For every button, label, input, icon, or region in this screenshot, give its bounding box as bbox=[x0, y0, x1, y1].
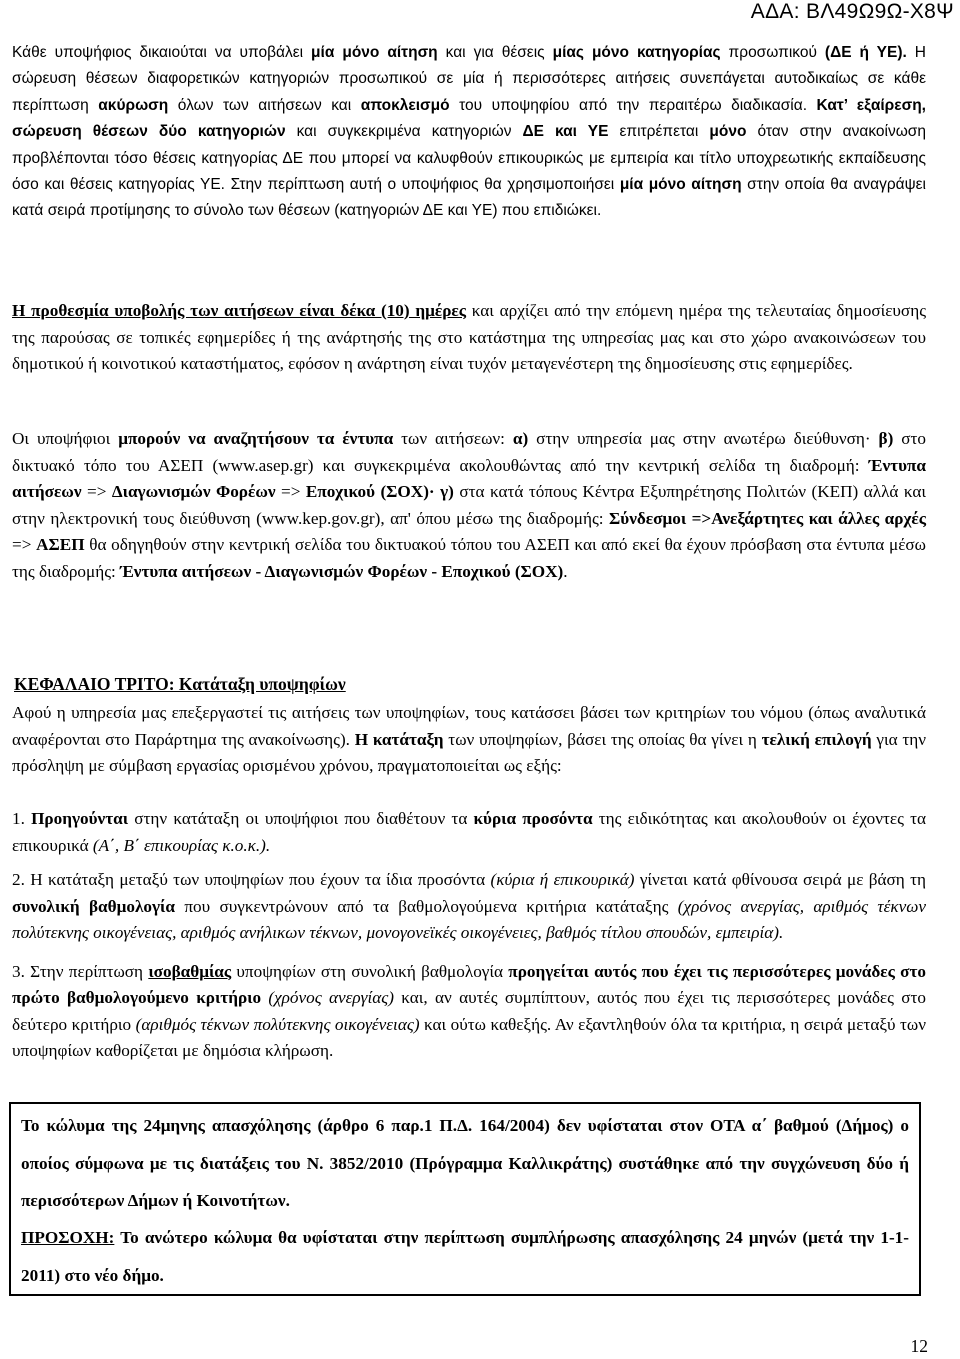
ada-code: ΑΔΑ: ΒΛ49Ω9Ω-Χ8Ψ bbox=[750, 0, 954, 23]
paragraph-deadline: Η προθεσμία υποβολής των αιτήσεων είναι δέκα (10) ημέρες και αρχίζει από την επόμενη ημέρα της τελευταίας δημοσίευσης της παρούσας σε τοπικές εφημερίδες ή της ανάρτησής της στο κατάστημα της υπηρεσίας μας και στο χώρο ανακοινώσεων του δημοτικού ή κοινοτικού καταστήματος, εφόσον η ανάρτηση είναι τυχόν μεταγενέστερη της δημοσίευσης στις εφημερίδες. bbox=[12, 301, 926, 373]
page-number: 12 bbox=[910, 1336, 928, 1356]
chapter-heading: ΚΕΦΑΛΑΙΟ ΤΡΙΤΟ: Κατάταξη υποψηφίων bbox=[14, 674, 346, 694]
ranking-list bbox=[12, 806, 926, 1065]
attention-paragraph: ΠΡΟΣΟΧΗ: Το ανώτερο κώλυμα θα υφίσταται στην περίπτωση συμπλήρωσης απασχόλησης 24 μηνών (μετά την 1-1-2011) στο νέο δήμο. bbox=[21, 1228, 909, 1285]
paragraph-forms: Οι υποψήφιοι μπορούν να αναζητήσουν τα έντυπα των αιτήσεων: α) στην υπηρεσία μας στην ανωτέρω διεύθυνση· β) στο δικτυακό τόπο του ΑΣΕΠ (www.asep.gr) και συγκεκριμένα ακολουθώντας από την κεντρική σελίδα τη διαδρομή: Έντυπα αιτήσεων => Διαγωνισμών Φορέων => Εποχικού (ΣΟΧ)· γ) στα κατά τόπους Κέντρα Εξυπηρέτησης Πολιτών (ΚΕΠ) αλλά και στην ηλεκτρονική τους διεύθυνση (www.kep.gov.gr), απ' όπου μέσω της διαδρομής: Σύνδεσμοι =>Ανεξάρτητες και άλλες αρχές => ΑΣΕΠ θα οδηγηθούν στην κεντρική σελίδα του δικτυακού τόπου του ΑΣΕΠ και από εκεί θα έχουν πρόσβαση στα έντυπα μέσω της διαδρομής: Έντυπα αιτήσεων - Διαγωνισμών Φορέων - Εποχικού (ΣΟΧ). bbox=[12, 429, 927, 581]
notice-box bbox=[9, 1102, 921, 1296]
chapter-intro: Αφού η υπηρεσία μας επεξεργαστεί τις αιτήσεις των υποψηφίων, τους κατάσσει βάσει των κριτηρίων του νόμου (όπως αναλυτικά αναφέρονται στο Παράρτημα της ανακοίνωσης). Η κατάταξη των υποψηφίων, βάσει της οποίας θα γίνει η τελική επιλογή για την πρόσληψη με σύμβαση εργασίας ορισμένου χρόνου, πραγματοποιείται ως εξής: bbox=[12, 703, 926, 775]
list-item: 2. Η κατάταξη μεταξύ των υποψηφίων που έχουν τα ίδια προσόντα (κύρια ή επικουρικά) γίνεται κατά φθίνουσα σειρά με βάση τη συνολική βαθμολογία που συγκεντρώνουν από τα βαθμολογούμενα κριτήρια κατάταξης (χρόνος ανεργίας, αριθμός τέκνων πολύτεκνης οικογένειας, αριθμός ανήλικων τέκνων, μονογονεϊκές οικογένειες, βαθμός τίτλου σπουδών, εμπειρία). bbox=[12, 870, 926, 942]
list-item: 1. Προηγούνται στην κατάταξη οι υποψήφιοι που διαθέτουν τα κύρια προσόντα της ειδικότητας και ακολουθούν οι έχοντες τα επικουρικά (Α΄, Β΄ επικουρίας κ.ο.κ.). bbox=[12, 809, 927, 855]
attention-label: ΠΡΟΣΟΧΗ: bbox=[21, 1228, 115, 1247]
paragraph-single-application: Κάθε υποψήφιος δικαιούται να υποβάλει μία μόνο αίτηση και για θέσεις μίας μόνο κατηγορίας προσωπικού (ΔΕ ή ΥΕ). Η σώρευση θέσεων διαφορετικών κατηγοριών προσωπικού σε μία ή περισσότερες αιτήσεις συνεπάγεται αυτοδικαίως σε κάθε περίπτωση ακύρωση όλων των αιτήσεων και αποκλεισμό του υποψηφίου από την περαιτέρω διαδικασία. Κατ’ εξαίρεση, σώρευση θέσεων δύο κατηγοριών και συγκεκριμένα κατηγοριών ΔΕ και ΥΕ επιτρέπεται μόνο όταν στην ανακοίνωση προβλέπονται τόσο θέσεις κατηγορίας ΔΕ που μπορεί να καλυφθούν επικουρικώς με εμπειρία και τίτλο υποχρεωτικής εκπαίδευσης όσο και θέσεις κατηγορίας ΥΕ. Στην περίπτωση αυτή ο υποψήφιος θα χρησιμοποιήσει μία μόνο αίτηση στην οποία θα αναγράψει κατά σειρά προτίμησης το σύνολο των θέσεων (κατηγοριών ΔΕ και ΥΕ) που επιδιώκει. bbox=[12, 44, 926, 220]
notice-paragraph: Το κώλυμα της 24μηνης απασχόλησης (άρθρο 6 παρ.1 Π.Δ. 164/2004) δεν υφίσταται στον ΟΤΑ α΄ βαθμού (Δήμος) ο οποίος σύμφωνα με τις διατάξεις του Ν. 3852/2010 (Πρόγραμμα Καλλικράτης) συστάθηκε από την συγχώνευση δύο ή περισσότερων Δήμων ή Κοινοτήτων. bbox=[21, 1116, 909, 1210]
list-item: 3. Στην περίπτωση ισοβαθμίας υποψηφίων στη συνολική βαθμολογία προηγείται αυτός που έχει τις περισσότερες μονάδες στο πρώτο βαθμολογούμενο κριτήριο (χρόνος ανεργίας) και, αν αυτές συμπίπτουν, αυτός που έχει τις περισσότερες μονάδες στο δεύτερο κριτήριο (αριθμός τέκνων πολύτεκνης οικογένειας) και ούτω καθεξής. Αν εξαντληθούν όλα τα κριτήρια, η σειρά μεταξύ των υποψηφίων καθορίζεται με δημόσια κλήρωση. bbox=[12, 961, 927, 1060]
